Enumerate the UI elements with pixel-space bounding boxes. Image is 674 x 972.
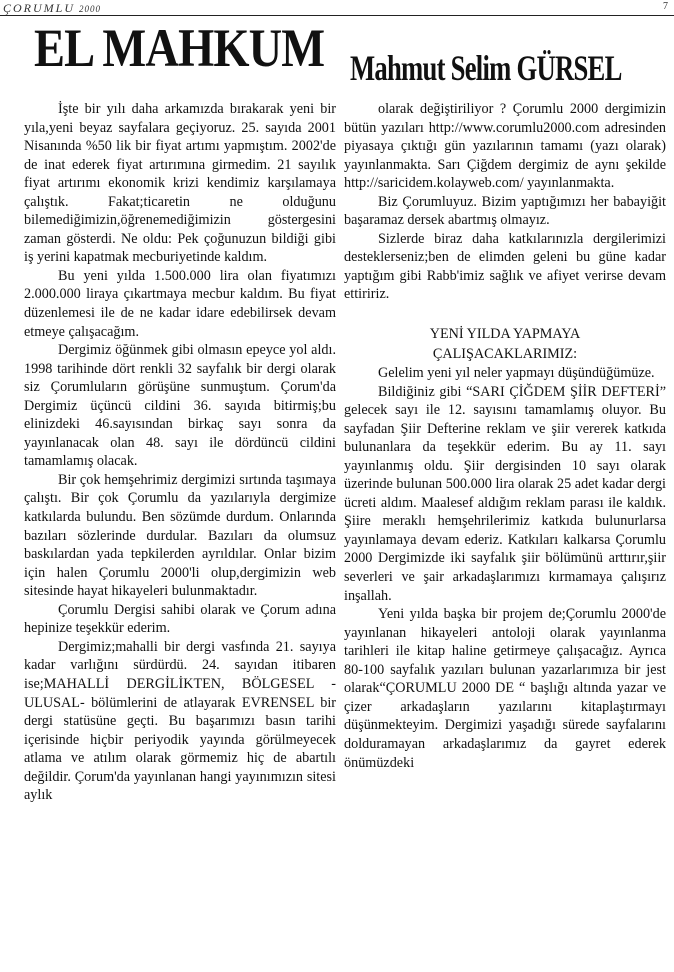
right-column	[344, 100, 666, 772]
article-title: EL MAHKUM	[34, 18, 325, 78]
paragraph: Bu yeni yılda 1.500.000 lira olan fiyatımızı 2.000.000 liraya çıkartmaya mecbur kaldım. Bu fiyat düzenlemesi ile de ne kadar idare edebilirsek devam etmeye çalışacağım.	[24, 267, 336, 340]
header-rule	[0, 15, 674, 16]
page-header	[0, 0, 674, 18]
section-heading: ÇALIŞACAKLARIMIZ:	[432, 346, 578, 363]
section-heading: YENİ YILDA YAPMAYA	[429, 326, 581, 343]
paragraph: İşte bir yılı daha arkamızda bırakarak yeni bir yıla,yeni beyaz sayfalara geçiyoruz. 25. sayıda 2001 Nisanında %50 lik bir fiyat artımı yapmıştım. 2002'de de inat ederek fiyat artırımına girmedim. 21 sayılık fiyat artırımı ekonomik krizi kendimiz karşılamaya çalıştık. Fakat;ticaretin ne olduğunu bilemediğimizin,öğrenemediğimizin göstergesini zaman gösterdi. Ne oldu: Pek çoğunuzun bildiği gibi iş yerini kapatmak mecburiyetinde kaldım.	[24, 101, 336, 266]
paragraph: Bir çok hemşehrimiz dergimizi sırtında taşımaya çalıştı. Bir çok Çorumlu da yazılarıyla dergimize katkılarda bulundu. Ben sözümde durdum. Onlarında bazıları sözlerinde durdular. Bazıları da olumsuz baskılardan yada tepkilerden ayrıldılar. Onlar bizim için halen Çorumlu 2000'li olup,dergimizin web sitesinde hayat hikayeleri bulunmaktadır.	[24, 471, 336, 600]
brand-year: 2000	[79, 4, 102, 14]
page-number: 7	[663, 1, 668, 12]
left-column	[24, 100, 336, 805]
paragraph: olarak değiştiriliyor ? Çorumlu 2000 dergimizin bütün yazıları http://www.corumlu2000.com adresinden piyasaya çıktığı gün yazılarının tamamı (yazı olarak) yayınlanmakta. Sarı Çiğdem dergimiz de aynı şekilde http://saricidem.kolayweb.com/ yayınlanmakta.	[344, 101, 666, 192]
paragraph: Çorumlu Dergisi sahibi olarak ve Çorum adına hepinize teşekkür ederim.	[24, 601, 336, 637]
article-author: Mahmut Selim GÜRSEL	[350, 48, 622, 88]
paragraph: Sizlerde biraz daha katkılarınızla dergilerimizi desteklerseniz;ben de elimden geleni bu güne kadar yaptığım gibi Rabb'imiz sağlık ve afiyet verirse devam ettiririz.	[344, 230, 666, 303]
paragraph: Gelelim yeni yıl neler yapmayı düşündüğümüze.	[378, 365, 655, 382]
paragraph: Yeni yılda başka bir projem de;Çorumlu 2000'de yayınlanan hikayeleri antoloji olarak yayınlanma tarihleri ile kitap haline getirmeye çalışacağız. Ayrıca 80-100 sayfalık yazıları bulunan yazarlarımıza bir jest olarak“ÇORUMLU 2000 DE “ başlığı altında yazar ve çizer arkadaşların yazılarını kitaplaştırmayı düşünmekteyim. Dergimizi yaşadığı sürede sayfalarını dolduramayan arkadaşlarımız da gayret ederek önümüzdeki	[344, 606, 666, 771]
paragraph: Biz Çorumluyuz. Bizim yaptığımızı her babayiğit başaramaz dersek abartmış olmayız.	[344, 193, 666, 229]
paragraph: Dergimiz öğünmek gibi olmasın epeyce yol aldı. 1998 tarihinde dört renkli 32 sayfalık bir dergi olarak siz Çorumluların görüşüne sunmuştum. Çorum'da Dergimiz üçüncü cildini 36. sayıda bitirmiş;bu elinizdeki 46.sayısından birkaç sayı sonra da yayınlanacak olan 48. sayı ile dördüncü cildini tamamlamış olacak.	[24, 342, 336, 470]
brand-name: ÇORUMLU	[3, 1, 76, 15]
magazine-brand	[3, 1, 101, 16]
paragraph: Dergimiz;mahalli bir dergi vasfında 21. sayıya kadar varlığını sürdürdü. 24. sayıdan itibaren ise;MAHALLİ DERGİLİKTEN, BÖLGESEL - ULUSAL- bölümlerini de atlayarak EVRENSEL bir dergi statüsüne geçti. Bu başarımızı basın tarihi içerisinde hiçbir periyodik yayında görülmeyecek atlama ve atılım olarak görmemiz hiç de abartılı değildir. Çorum'da yayınlanan hangi yayınımızın sitesi aylık	[24, 638, 336, 804]
paragraph: Bildiğiniz gibi “SARI ÇİĞDEM ŞİİR DEFTERİ” gelecek sayı ile 12. sayısını tamamlamış oluyor. Bu sayfadan Şiir Defterine reklam ve şiir vererek katkıda bulunanlara da teşekkür ederim. Bu ay 11. sayı yayınlanmış oldu. Şiir dergisinden 10 sayı olarak üzerinde bulunan 500.000 lira olarak 25 adet kadar dergi ücreti aldım. Maalesef aldığım reklam parası ile kaldık. Şiire meraklı hemşehrilerimiz katkıda bulunurlarsa yayınlamaya devam ederiz. Katkıları kalkarsa Çorumlu 2000 Dergimizde iki sayfalık şiir bölümünü arttırır,şiir severleri ve şair arkadaşlarımızı kırmamaya çalışırız inşallah.	[344, 383, 666, 604]
